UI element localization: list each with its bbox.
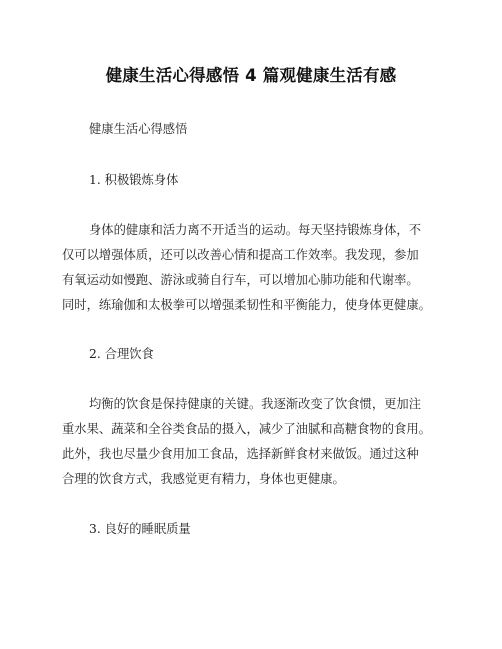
paragraph-line: 有氧运动如慢跑、游泳或骑自行车，可以增加心肺功能和代谢率。 [62,273,419,287]
section-heading-3: 3. 良好的睡眠质量 [89,522,191,536]
paragraph-line: 合理的饮食方式，我感觉更有精力，身体也更健康。 [62,472,345,486]
paragraph-line: 此外，我也尽量少食用加工食品，选择新鲜食材来做饭。通过这种 [62,447,419,461]
paragraph-line: 重水果、蔬菜和全谷类食品的摄入，减少了油腻和高糖食物的食用。 [62,422,431,436]
paragraph-line: 仅可以增强体质，还可以改善心情和提高工作效率。我发现，参加 [62,248,419,262]
paragraph-line: 均衡的饮食是保持健康的关键。我逐渐改变了饮食惯，更加注 [89,397,422,411]
paragraph-line: 身体的健康和活力离不开适当的运动。每天坚持锻炼身体，不 [89,223,422,237]
document-title: 健康生活心得感悟 4 篇观健康生活有感 [105,66,397,85]
section-heading-2: 2. 合理饮食 [89,347,154,361]
paragraph-line: 同时，练瑜伽和太极拳可以增强柔韧性和平衡能力，使身体更健康。 [62,298,431,312]
document-subtitle: 健康生活心得感悟 [89,122,188,136]
section-heading-1: 1. 积极锻炼身体 [89,173,179,187]
